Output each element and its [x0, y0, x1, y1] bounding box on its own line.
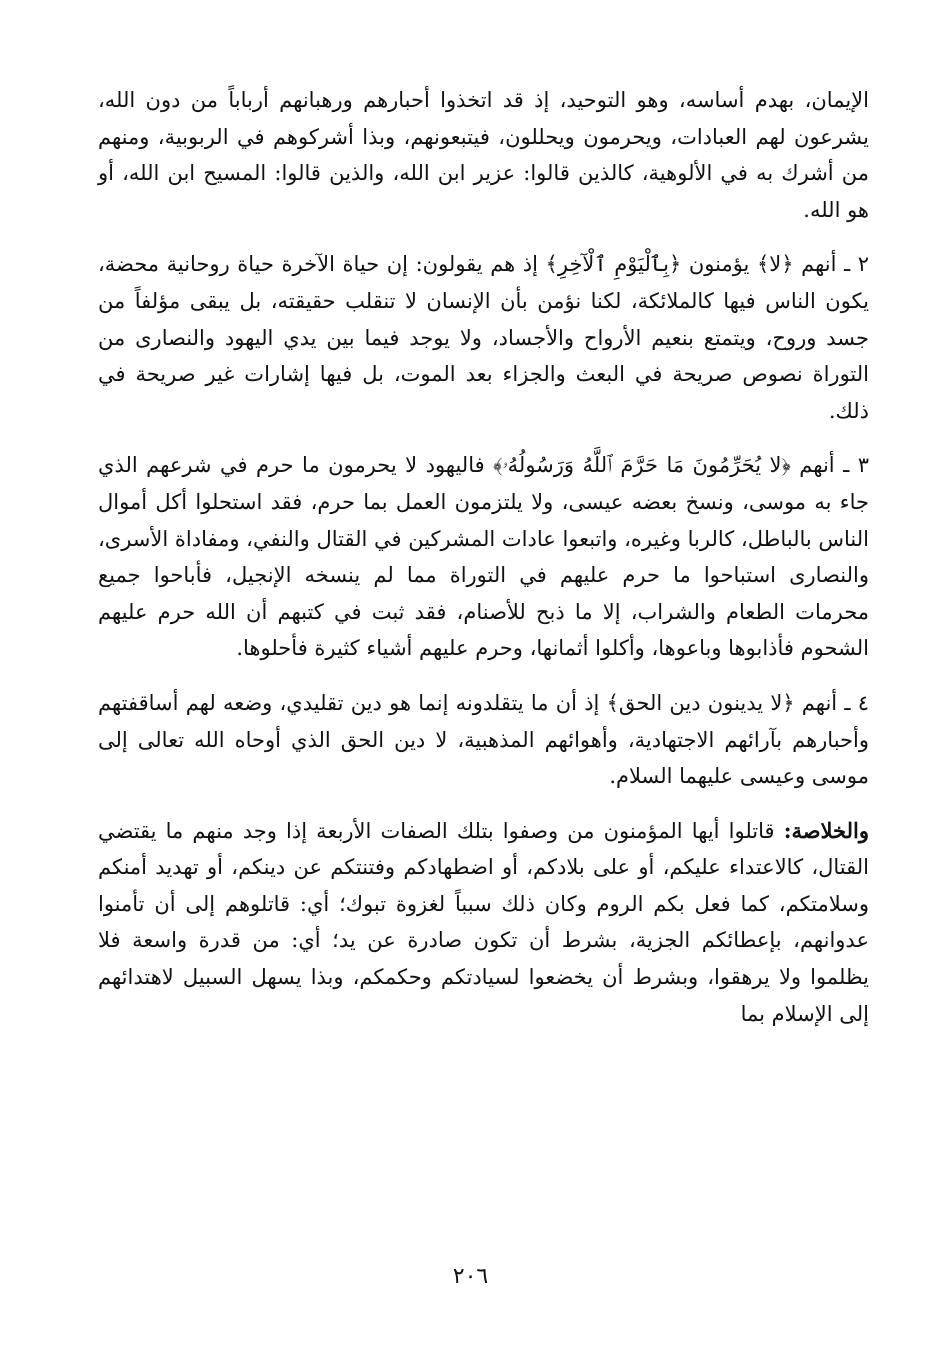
paragraph-intro-text: الإيمان، بهدم أساسه، وهو التوحيد، إذ قد اتخذوا أحبارهم ورهبانهم أرباباً من دون الله، يشرعون لهم العبادات، ويحرمون ويحللون، فيتبعونهم، وبذا أشركوهم في الربوبية، ومنهم من أشرك به في الألوهية، كالذين قالوا: عزير ابن الله، والذين قالوا: المسيح ابن الله، أو هو الله.	[98, 88, 869, 222]
summary-lead: والخلاصة:	[783, 817, 869, 843]
page-number: ٢٠٦	[452, 1264, 489, 1289]
paragraph-point-2-text: ٢ ـ أنهم ﴿لا﴾ يؤمنون ﴿بِٱلْيَوْمِ ٱلْآخِرِ﴾ إذ هم يقولون: إن حياة الآخرة حياة روحانية محضة، يكون الناس فيها كالملائكة، لكنا نؤمن بأن الإنسان لا تنقلب حقيقته، بل يبقى مؤلفاً من جسد وروح، ويتمتع بنعيم الأرواح والأجساد، ولا يوجد فيما بين يدي اليهود والنصارى من التوراة نصوص صريحة في البعث والجزاء بعد الموت، بل فيها إشارات غير صريحة في ذلك.	[98, 252, 869, 423]
paragraph-point-4-text: ٤ ـ أنهم ﴿لا يدينون دين الحق﴾ إذ أن ما يتقلدونه إنما هو دين تقليدي، وضعه لهم أساقفتهم وأحبارهم بآرائهم الاجتهادية، وأهوائهم المذهبية، لا دين الحق الذي أوحاه الله تعالى إلى موسى وعيسى عليهما السلام.	[98, 690, 869, 789]
paragraph-intro	[98, 82, 869, 228]
paragraph-point-4	[98, 685, 869, 795]
paragraph-point-2	[98, 246, 869, 429]
page-body	[98, 82, 869, 1050]
paragraph-summary-text: قاتلوا أيها المؤمنون من وصفوا بتلك الصفات الأربعة إذا وجد منهم ما يقتضي القتال، كالاعتداء عليكم، أو على بلادكم، أو اضطهادكم وفتنتكم عن دينكم، أو تهديد أمنكم وسلامتكم، كما فعل بكم الروم وكان ذلك سبباً لغزوة تبوك؛ أي: قاتلوهم إلى أن تأمنوا عدوانهم، بإعطائكم الجزية، بشرط أن تكون صادرة عن يد؛ أي: من قدرة واسعة فلا يظلموا ولا يرهقوا، وبشرط أن يخضعوا لسيادتكم وحكمكم، وبذا يسهل السبيل لاهتدائهم إلى الإسلام بما	[98, 818, 869, 1026]
paragraph-summary	[98, 813, 869, 1033]
paragraph-point-3	[98, 447, 869, 667]
paragraph-point-3-text: ٣ ـ أنهم ﴿لا يُحَرِّمُونَ مَا حَرَّمَ ٱللَّهُ وَرَسُولُهُۥ﴾ فاليهود لا يحرمون ما حرم في شرعهم الذي جاء به موسى، ونسخ بعضه عيسى، ولا يلتزمون العمل بما حرم، فقد استحلوا أكل أموال الناس بالباطل، كالربا وغيره، واتبعوا عادات المشركين في القتال والنفي، ومفاداة الأسرى، والنصارى استباحوا ما حرم عليهم في التوراة مما لم ينسخه الإنجيل، فأباحوا جميع محرمات الطعام والشراب، إلا ما ذبح للأصنام، فقد ثبت في كتبهم أن الله حرم عليهم الشحوم فأذابوها وباعوها، وأكلوا أثمانها، وحرم عليهم أشياء كثيرة فأحلوها.	[98, 453, 869, 661]
